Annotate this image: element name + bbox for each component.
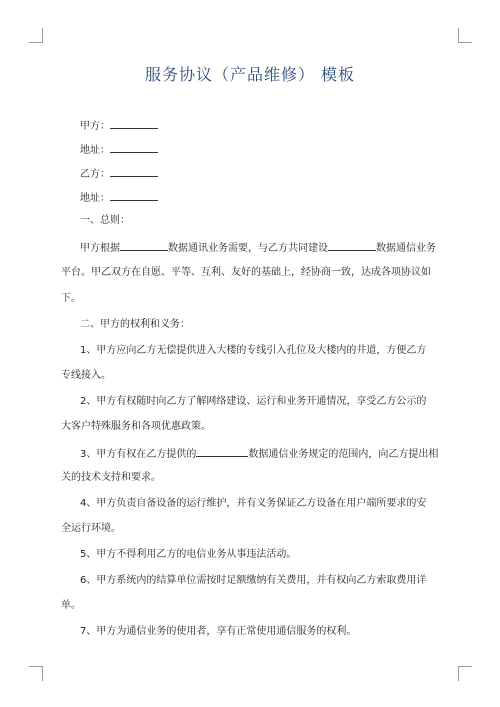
party-a-address-blank[interactable] <box>110 142 158 153</box>
party-b-address-label: 地址： <box>80 193 110 204</box>
item-6-line-1: 6、甲方系统内的结算单位需按时足额缴纳有关费用，并有权向乙方索取费用详 <box>80 575 427 586</box>
blank-field[interactable] <box>196 446 248 457</box>
party-b-field <box>80 166 158 182</box>
party-b-address-field <box>80 190 158 206</box>
item-6-line-2: 单。 <box>61 600 81 611</box>
item-5-line-1: 5、甲方不得利用乙方的电信业务从事违法活动。 <box>80 549 297 560</box>
item-4-line-1: 4、甲方负责自备设备的运行维护，并有义务保证乙方设备在用户端所要求的安 <box>80 498 427 509</box>
item-3-line-1 <box>80 446 438 462</box>
party-b-address-blank[interactable] <box>110 190 158 201</box>
blank-field[interactable] <box>328 240 376 251</box>
section-1-paragraph-line-1 <box>80 240 436 256</box>
item-3-line-2: 关的技术支持和要求。 <box>61 472 161 483</box>
party-a-field <box>80 118 158 134</box>
section-1-paragraph-line-2: 平台。甲乙双方在自愿、平等、互利、友好的基础上，经协商一致，达成各项协议如 <box>61 267 431 278</box>
text-span: 数据通信业务规定的范围内，向乙方提出相 <box>248 449 439 460</box>
document-title: 服务协议（产品维修） 模板 <box>144 65 356 84</box>
text-span: 甲方根据 <box>80 243 120 254</box>
blank-field[interactable] <box>120 240 168 251</box>
text-span: 3、甲方有权在乙方提供的 <box>80 449 197 460</box>
party-b-label: 乙方： <box>80 169 110 180</box>
section-1-heading: 一、总则： <box>80 215 130 226</box>
party-b-blank[interactable] <box>110 166 158 177</box>
item-4-line-2: 全运行环境。 <box>61 523 121 534</box>
item-7-line-1: 7、甲方为通信业务的使用者，享有正常使用通信服务的权利。 <box>80 626 357 637</box>
section-2-heading: 二、甲方的权利和义务： <box>80 319 190 330</box>
party-a-address-label: 地址： <box>80 145 110 156</box>
text-span: 数据通信业务 <box>376 243 436 254</box>
party-a-blank[interactable] <box>110 118 158 129</box>
item-1-line-1: 1、甲方应向乙方无偿提供进入大楼的专线引入孔位及大楼内的井道，方便乙方 <box>80 345 427 356</box>
party-a-label: 甲方： <box>80 121 110 132</box>
item-1-line-2: 专线接入。 <box>61 370 111 381</box>
item-2-line-1: 2、甲方有权随时向乙方了解网络建设、运行和业务开通情况，享受乙方公示的 <box>80 396 427 407</box>
item-2-line-2: 大客户特殊服务和各项优惠政策。 <box>61 421 211 432</box>
party-a-address-field <box>80 142 158 158</box>
text-span: 数据通讯业务需要，与乙方共同建设 <box>168 243 328 254</box>
section-1-paragraph-line-3: 下。 <box>61 293 81 304</box>
